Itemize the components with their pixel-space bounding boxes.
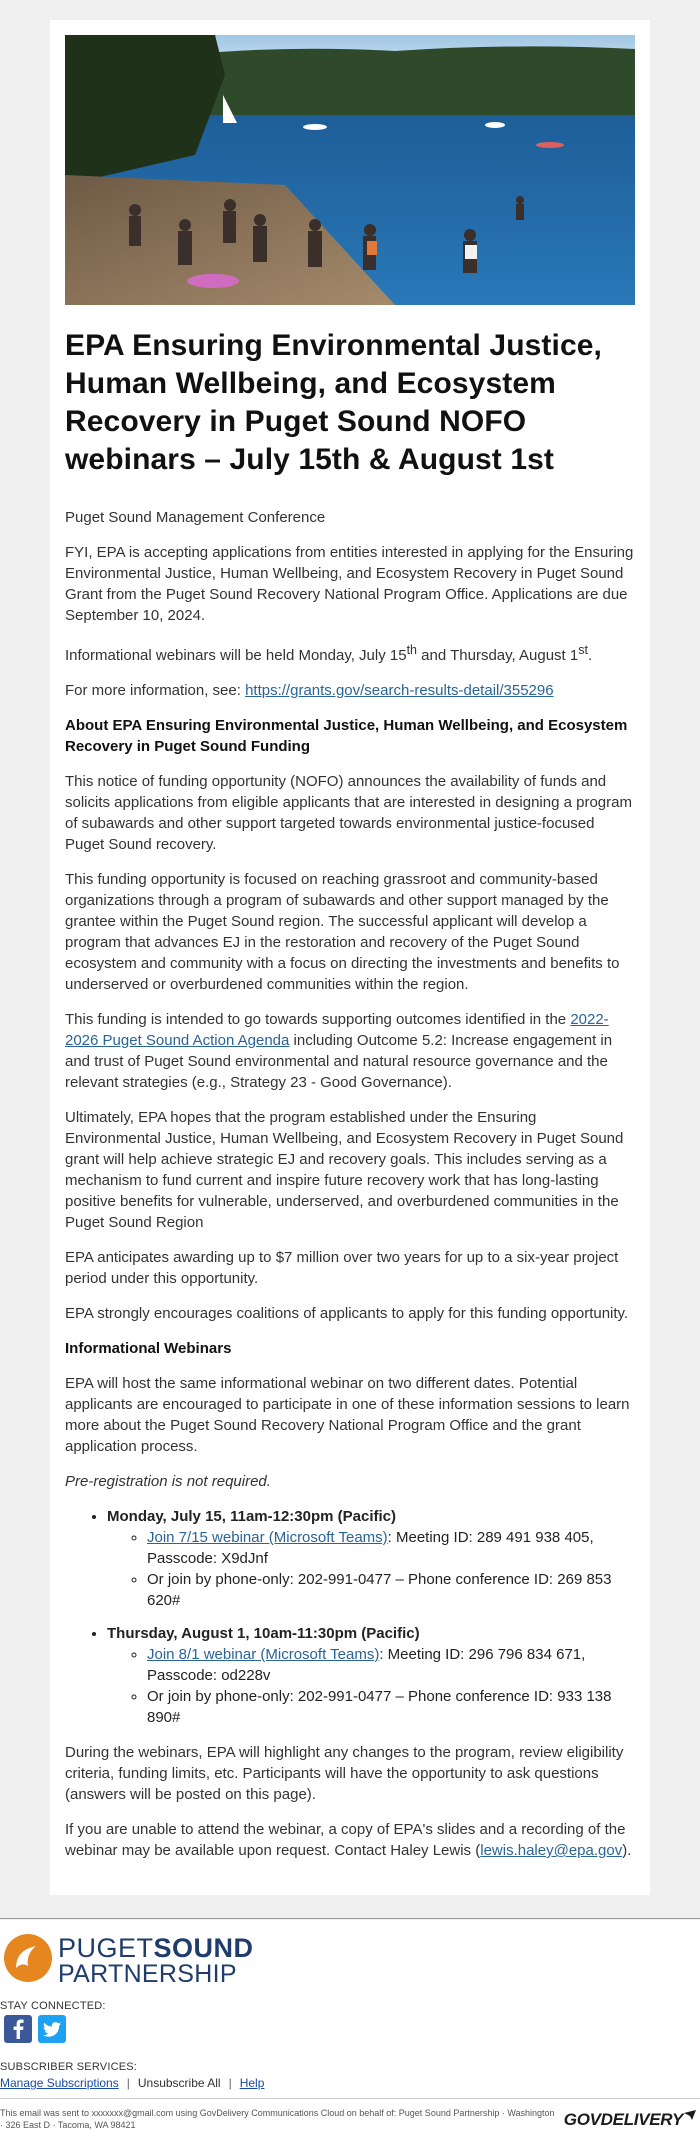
intro-paragraph: FYI, EPA is accepting applications from entities interested in applying for the Ensuring Environmental Justice, Human Wellbeing, and Ecosystem Recovery in Puget Sound Grant from the Puget Sound Recovery National Program Office. Applications are due September 10, 2024. <box>65 544 634 624</box>
subscriber-links: Manage Subscriptions | Unsubscribe All | Help <box>0 2076 265 2090</box>
join-webinar-link[interactable]: Join 8/1 webinar (Microsoft Teams) <box>147 1646 380 1663</box>
footer-divider <box>0 1918 700 1919</box>
session-date: Monday, July 15, 11am-12:30pm (Pacific) <box>107 1508 397 1525</box>
preregistration-note: Pre-registration is not required. <box>65 1473 271 1490</box>
goals-paragraph: Ultimately, EPA hopes that the program established under the Ensuring Environmental Justice, Human Wellbeing, and Ecosystem Recovery in Puget Sound grant will help achieve strategic EJ and recovery goals. This includes serving as a mechanism to fund current and inspire future recovery work that has long-lasting positive benefits for vulnerable, underserved, and overburdened communities in the Puget Sound Region <box>65 1109 624 1231</box>
contact-email-link[interactable]: lewis.haley@epa.gov <box>480 1842 623 1859</box>
footer-bottom-divider <box>0 2098 700 2099</box>
focus-paragraph: This funding opportunity is focused on reaching grassroot and community-based organizations through a program of subawards and other support managed by the grantee within the Puget Sound region. The successful applicant will develop a program that advances EJ in the restoration and recovery of the Puget Sound ecosystem and community with a focus on directing the investments and benefits to underserved or overburdened communities within the region. <box>65 871 620 993</box>
nofo-paragraph: This notice of funding opportunity (NOFO) announces the availability of funds and solicits applications from eligible applicants that are interested in designing a program of subawards and other support targeted towards environmental justice-focused Puget Sound recovery. <box>65 773 632 853</box>
more-info-paragraph: For more information, see: https://grants.gov/search-results-detail/355296 <box>65 682 554 699</box>
organization-name: Puget Sound Management Conference <box>65 509 326 526</box>
session-date: Thursday, August 1, 10am-11:30pm (Pacific) <box>107 1625 420 1642</box>
session-item <box>107 1506 635 1611</box>
subscriber-services-label: SUBSCRIBER SERVICES: <box>0 2061 138 2073</box>
grants-gov-link[interactable]: https://grants.gov/search-results-detail/355296 <box>245 682 554 699</box>
partnership-logo-icon <box>2 1932 54 1984</box>
webinar-dates-paragraph: Informational webinars will be held Monday, July 15th and Thursday, August 1st. <box>65 643 593 664</box>
action-agenda-link[interactable]: 2022-2026 Puget Sound Action Agenda <box>65 1011 609 1049</box>
coalitions-paragraph: EPA strongly encourages coalitions of applicants to apply for this funding opportunity. <box>65 1305 629 1322</box>
about-heading: About EPA Ensuring Environmental Justice, Human Wellbeing, and Ecosystem Recovery in Puget Sound Funding <box>65 717 628 755</box>
webinars-heading: Informational Webinars <box>65 1340 232 1357</box>
hero-image <box>65 35 635 305</box>
contact-paragraph: If you are unable to attend the webinar, a copy of EPA's slides and a recording of the webinar may be available upon request. Contact Haley Lewis (lewis.haley@epa.gov). <box>65 1821 632 1859</box>
session-join-item: ◦ Join 8/1 webinar (Microsoft Teams): Meeting ID: 296 796 834 671, Passcode: od228v <box>147 1644 635 1686</box>
manage-subscriptions-link[interactable]: Manage Subscriptions <box>0 2076 119 2090</box>
page-title: EPA Ensuring Environmental Justice, Human Wellbeing, and Ecosystem Recovery in Puget Sound NOFO webinars – July 15th & August 1st <box>65 329 602 476</box>
facebook-icon[interactable] <box>4 2015 32 2043</box>
session-item <box>107 1623 635 1728</box>
award-paragraph: EPA anticipates awarding up to $7 million over two years for up to a six-year project period under this opportunity. <box>65 1249 619 1287</box>
outcomes-paragraph: This funding is intended to go towards supporting outcomes identified in the 2022-2026 Puget Sound Action Agenda including Outcome 5.2: Increase engagement in and trust of Puget Sound environmental and natural resource governance and the relevant strategies (e.g., Strategy 23 - Good Governance). <box>65 1011 613 1091</box>
footer <box>0 1920 700 2139</box>
session-join-item: ◦ Join 7/15 webinar (Microsoft Teams): Meeting ID: 289 491 938 405, Passcode: X9dJnf <box>147 1527 635 1569</box>
envelope-icon <box>684 2110 696 2120</box>
unsubscribe-all-link[interactable]: Unsubscribe All <box>137 2076 221 2090</box>
webinars-paragraph: EPA will host the same informational webinar on two different dates. Potential applicants are encouraged to participate in one of these information sessions to learn more about the Puget Sound Recovery National Program Office and the grant application process. <box>65 1375 630 1455</box>
twitter-icon[interactable] <box>38 2015 66 2043</box>
join-webinar-link[interactable]: Join 7/15 webinar (Microsoft Teams) <box>147 1529 388 1546</box>
social-links <box>4 2015 66 2043</box>
webinar-sessions-list <box>107 1506 635 1728</box>
govdelivery-logo[interactable]: GOVDELIVERY <box>564 2110 696 2130</box>
help-link[interactable]: Help <box>239 2076 265 2090</box>
session-phone-item: ◦ Or join by phone-only: 202-991-0477 – Phone conference ID: 933 138 890# <box>147 1686 635 1728</box>
email-body <box>50 20 650 1895</box>
puget-sound-partnership-logo[interactable]: PUGETSOUND PARTNERSHIP <box>2 1930 262 1990</box>
stay-connected-label: STAY CONNECTED: <box>0 2000 106 2012</box>
delivery-notice: This email was sent to xxxxxxx@gmail.com using GovDelivery Communications Cloud on behalf of: Puget Sound Partnership · Washington · 326 East D · Tacoma, WA 98421 <box>0 2108 555 2130</box>
session-phone-item: ◦ Or join by phone-only: 202-991-0477 – Phone conference ID: 269 853 620# <box>147 1569 635 1611</box>
webinar-details-paragraph: During the webinars, EPA will highlight any changes to the program, review eligibility criteria, funding limits, etc. Participants will have the opportunity to ask questions (answers will be posted on this page). <box>65 1744 624 1803</box>
